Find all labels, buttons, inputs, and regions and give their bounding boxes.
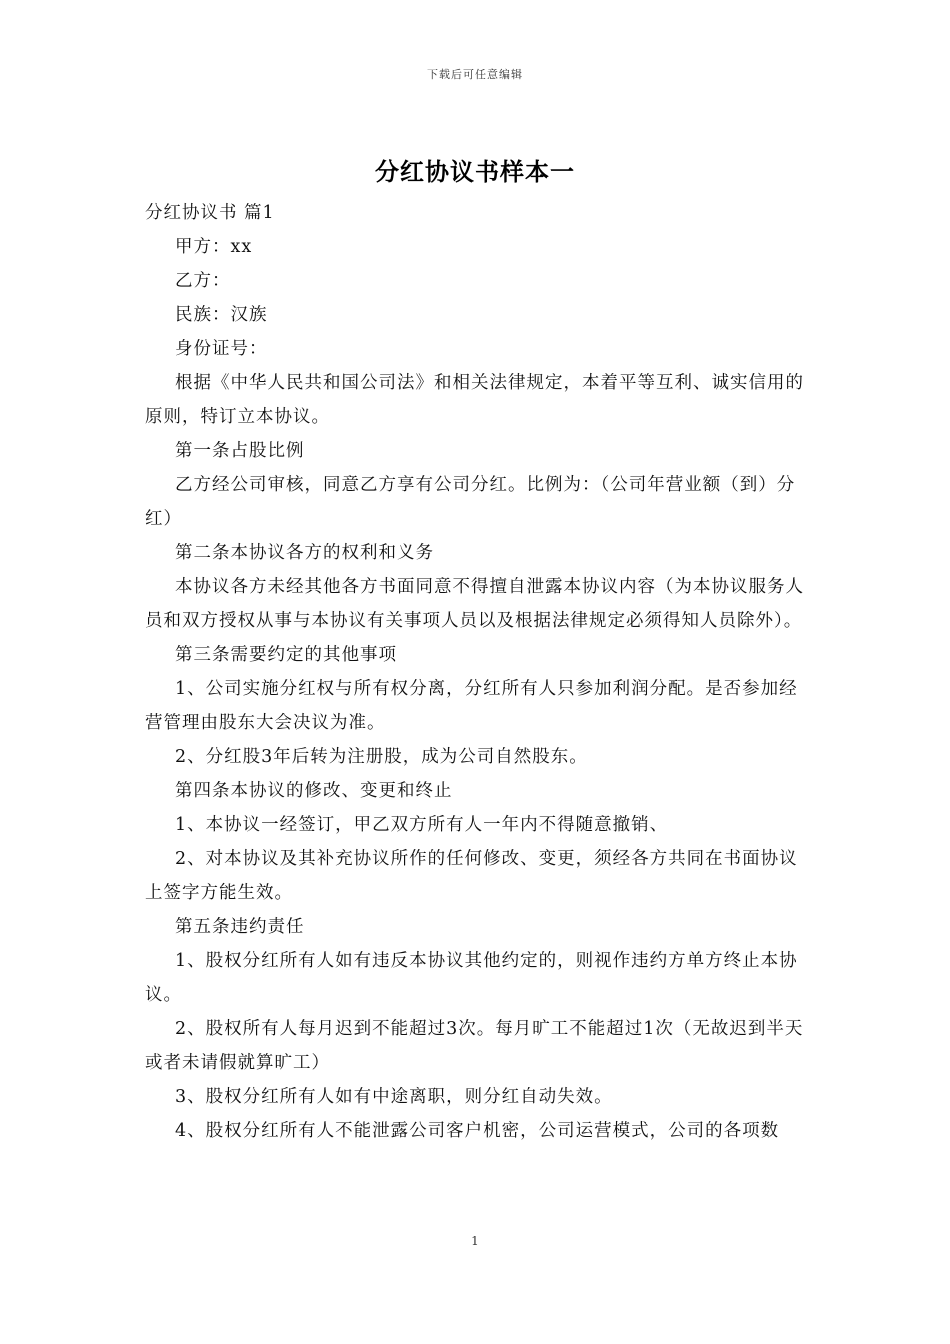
article-2-heading: 第二条本协议各方的权利和义务 bbox=[175, 543, 434, 563]
article-5-item-4: 4、股权分红所有人不能泄露公司客户机密，公司运营模式，公司的各项数 bbox=[175, 1121, 780, 1141]
article-1-text: 乙方经公司审核，同意乙方享有公司分红。比例为：（公司年营业额（到）分红） bbox=[145, 475, 796, 529]
article-5-item-3: 3、股权分红所有人如有中途离职，则分红自动失效。 bbox=[175, 1087, 613, 1107]
article-4-item-2: 2、对本协议及其补充协议所作的任何修改、变更，须经各方共同在书面协议上签字方能生效。 bbox=[145, 849, 798, 903]
section-heading: 分红协议书 篇1 bbox=[145, 203, 275, 223]
page-number: 1 bbox=[471, 1234, 479, 1248]
ethnicity-line: 民族：汉族 bbox=[175, 305, 268, 325]
party-b-line: 乙方： bbox=[175, 271, 231, 291]
article-3-heading: 第三条需要约定的其他事项 bbox=[175, 645, 397, 665]
article-1-heading: 第一条占股比例 bbox=[175, 441, 305, 461]
article-4-item-1: 1、本协议一经签订，甲乙双方所有人一年内不得随意撤销、 bbox=[175, 815, 669, 835]
article-3-item-2: 2、分红股3年后转为注册股，成为公司自然股东。 bbox=[175, 747, 588, 767]
document-title: 分红协议书样本一 bbox=[375, 158, 575, 186]
article-3-item-1: 1、公司实施分红权与所有权分离，分红所有人只参加利润分配。是否参加经营管理由股东大会决议为准。 bbox=[145, 679, 798, 733]
party-a-line: 甲方：xx bbox=[175, 237, 253, 257]
preamble-paragraph: 根据《中华人民共和国公司法》和相关法律规定，本着平等互利、诚实信用的原则，特订立本协议。 bbox=[145, 373, 804, 427]
article-2-text: 本协议各方未经其他各方书面同意不得擅自泄露本协议内容（为本协议服务人员和双方授权从事与本协议有关事项人员以及根据法律规定必须得知人员除外）。 bbox=[145, 577, 804, 631]
article-4-heading: 第四条本协议的修改、变更和终止 bbox=[175, 781, 453, 801]
document-body bbox=[145, 196, 810, 1148]
article-5-heading: 第五条违约责任 bbox=[175, 917, 305, 937]
id-number-line: 身份证号： bbox=[175, 339, 268, 359]
article-5-item-1: 1、股权分红所有人如有违反本协议其他约定的，则视作违约方单方终止本协议。 bbox=[145, 951, 798, 1005]
article-5-item-2: 2、股权所有人每月迟到不能超过3次。每月旷工不能超过1次（无故迟到半天或者未请假就算旷工） bbox=[145, 1019, 804, 1073]
header-note: 下载后可任意编辑 bbox=[427, 68, 523, 81]
